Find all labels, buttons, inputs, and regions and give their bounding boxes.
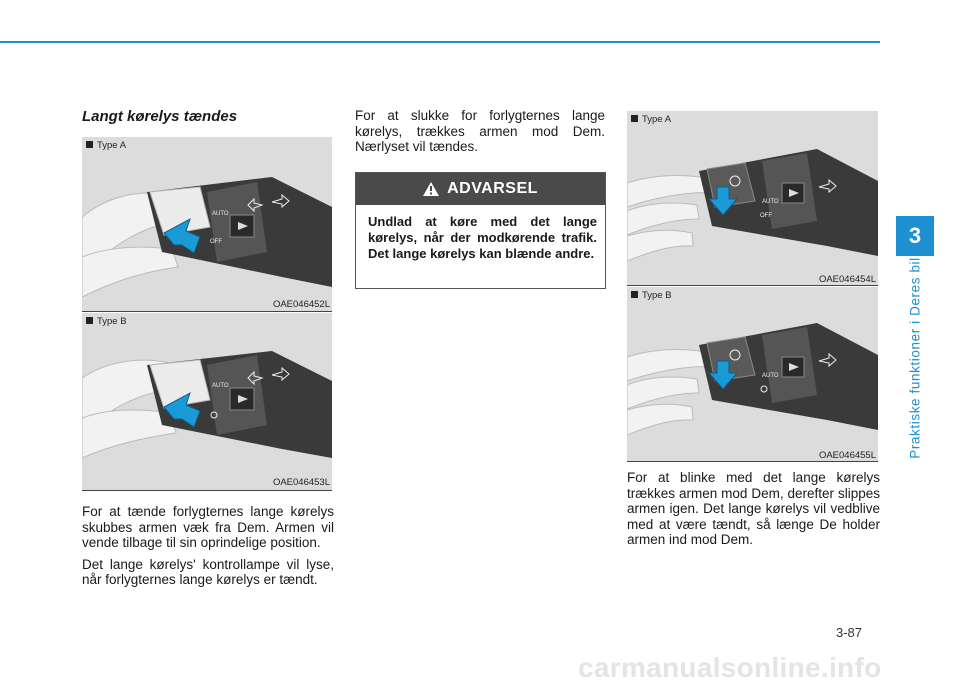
figure-divider: [627, 461, 878, 462]
figure-divider: [627, 285, 878, 286]
figure-type-b-pull: [627, 287, 878, 462]
figure-divider: [82, 490, 332, 491]
figure-type-label: Type A: [86, 140, 126, 151]
chapter-title: Praktiske funktioner i Deres bil: [907, 257, 923, 459]
chapter-number: 3: [908, 223, 922, 248]
stalk-illustration: [627, 287, 878, 462]
right-body: [627, 470, 880, 554]
figure-type-a-pull: [627, 111, 878, 286]
paragraph: For at blinke med det lange kørelys trækkes armen mod Dem, derefter slippes armen igen. Det lange kørelys vil vedblive med at være tændt, så længe De holder armen ind mod Dem.: [627, 470, 880, 548]
figure-type-b-push: [82, 313, 332, 490]
warning-text: Undlad at køre med det lange kørelys, når der modkørende trafik. Det lange kørelys kan blænde andre.: [368, 214, 597, 261]
figure-type-label: Type B: [86, 316, 127, 327]
section-heading: Langt kørelys tændes: [82, 108, 238, 125]
figure-code: OAE046452L: [272, 299, 330, 310]
svg-text:OFF: OFF: [760, 213, 772, 219]
watermark: carmanualsonline.info: [578, 652, 882, 683]
middle-body: [355, 108, 605, 161]
warning-title: ADVARSEL: [447, 180, 538, 197]
header-rule: [0, 41, 880, 43]
figure-code: OAE046454L: [818, 274, 876, 285]
svg-text:OFF: OFF: [210, 239, 222, 245]
figure-code: OAE046453L: [272, 477, 330, 488]
figure-divider: [82, 311, 332, 312]
figure-type-label: Type B: [631, 290, 672, 301]
svg-text:AUTO: AUTO: [762, 199, 779, 205]
svg-text:AUTO: AUTO: [212, 383, 229, 389]
figure-code: OAE046455L: [818, 450, 876, 461]
stalk-illustration: [82, 313, 332, 490]
warning-box: [355, 172, 606, 289]
figure-type-a-push: [82, 137, 332, 312]
stalk-illustration: [82, 137, 332, 312]
paragraph: For at slukke for forlygternes lange kørelys, trækkes armen mod Dem. Nærlyset vil tændes.: [355, 108, 605, 155]
warning-header: [356, 173, 605, 205]
stalk-illustration: [627, 111, 878, 286]
figure-type-label: Type A: [631, 114, 671, 125]
page-number: 3-87: [836, 625, 863, 640]
warning-triangle-icon: [423, 182, 439, 196]
paragraph: For at tænde forlygternes lange kørelys skubbes armen væk fra Dem. Armen vil vende tilbage til sin oprindelige position.: [82, 504, 334, 551]
svg-text:AUTO: AUTO: [212, 211, 229, 217]
paragraph: Det lange kørelys' kontrollampe vil lyse, når forlygternes lange kørelys er tændt.: [82, 556, 334, 588]
chapter-tab: [896, 216, 934, 256]
left-body: [82, 504, 334, 594]
svg-text:AUTO: AUTO: [762, 373, 779, 379]
